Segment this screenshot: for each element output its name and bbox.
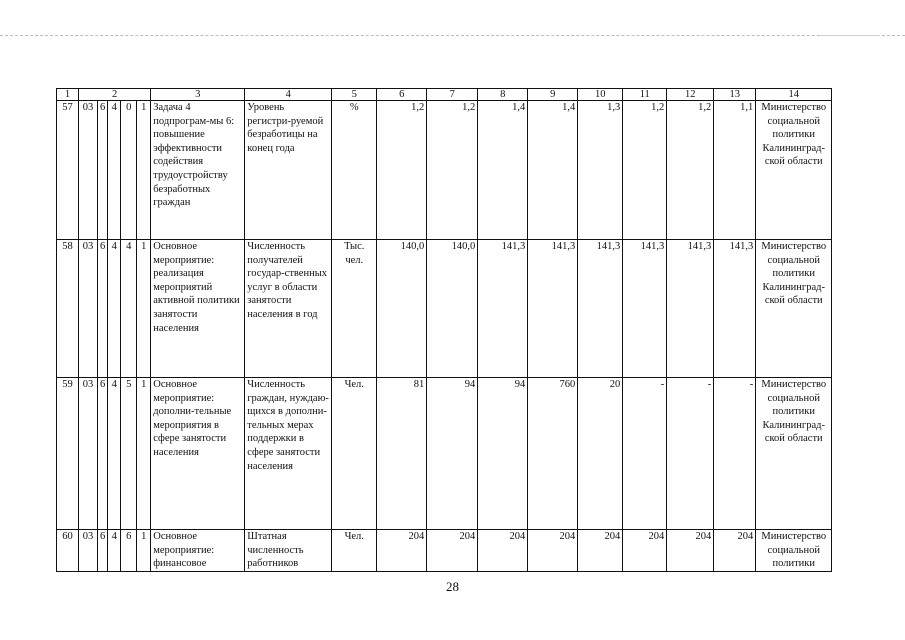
value-cell: 20 [578,378,623,530]
code-cell: 1 [137,101,151,240]
value-cell: 204 [714,530,756,572]
code-cell: 4 [108,530,121,572]
code-cell: 1 [137,378,151,530]
value-cell: - [667,378,714,530]
code-cell: 1 [137,530,151,572]
task-cell: Задача 4 подпрограм-мы 6: повышение эффективности содействия трудоустройству безработных граждан [151,101,245,240]
value-cell: 94 [427,378,478,530]
indicator-cell: Численность граждан, нуждаю-щихся в дополни-тельных мерах поддержки в сфере занятости населения [245,378,332,530]
code-cell: 6 [98,378,108,530]
value-cell: - [623,378,667,530]
indicator-cell: Штатная численность работников [245,530,332,572]
unit-cell: Тыс. чел. [332,240,377,378]
task-cell: Основное мероприятие: дополни-тельные мероприятия в сфере занятости населения [151,378,245,530]
header-row [57,89,832,101]
value-cell: 140,0 [377,240,427,378]
row-number: 58 [57,240,79,378]
header-cell: 4 [245,89,332,101]
code-cell: 4 [108,378,121,530]
value-cell: 140,0 [427,240,478,378]
indicator-cell: Уровень регистри-руемой безработицы на конец года [245,101,332,240]
code-cell: 03 [79,240,98,378]
code-cell: 1 [137,240,151,378]
value-cell: 1,1 [714,101,756,240]
unit-cell: % [332,101,377,240]
unit-cell: Чел. [332,530,377,572]
value-cell: 204 [667,530,714,572]
value-cell: 141,3 [528,240,578,378]
code-cell: 6 [98,530,108,572]
value-cell: 204 [427,530,478,572]
value-cell: 204 [377,530,427,572]
row-number: 60 [57,530,79,572]
header-cell: 6 [377,89,427,101]
code-cell: 03 [79,530,98,572]
code-cell: 6 [98,240,108,378]
header-cell: 10 [578,89,623,101]
row-number: 59 [57,378,79,530]
value-cell: 1,3 [578,101,623,240]
value-cell: 204 [528,530,578,572]
header-cell: 7 [427,89,478,101]
header-cell: 13 [714,89,756,101]
scan-artifact-line [0,35,905,36]
table-row [57,240,832,378]
ministry-cell: Министерство социальной политики [756,530,832,572]
ministry-cell: Министерство социальной политики Калининград-ской области [756,240,832,378]
header-cell: 9 [528,89,578,101]
code-cell: 6 [98,101,108,240]
header-cell: 3 [151,89,245,101]
table-row [57,530,832,572]
value-cell: 204 [623,530,667,572]
code-cell: 0 [121,101,137,240]
value-cell: - [714,378,756,530]
value-cell: 1,4 [478,101,528,240]
code-cell: 4 [108,240,121,378]
unit-cell: Чел. [332,378,377,530]
header-cell: 5 [332,89,377,101]
header-cell: 2 [79,89,151,101]
table-row [57,378,832,530]
task-cell: Основное мероприятие: финансовое [151,530,245,572]
code-cell: 4 [108,101,121,240]
task-cell: Основное мероприятие: реализация мероприятий активной политики занятости населения [151,240,245,378]
value-cell: 760 [528,378,578,530]
value-cell: 141,3 [578,240,623,378]
value-cell: 141,3 [478,240,528,378]
header-cell: 11 [623,89,667,101]
value-cell: 1,2 [667,101,714,240]
code-cell: 5 [121,378,137,530]
value-cell: 1,2 [623,101,667,240]
code-cell: 03 [79,378,98,530]
code-cell: 4 [121,240,137,378]
value-cell: 141,3 [623,240,667,378]
ministry-cell: Министерство социальной политики Калининград-ской области [756,378,832,530]
value-cell: 1,2 [427,101,478,240]
value-cell: 204 [478,530,528,572]
header-cell: 8 [478,89,528,101]
value-cell: 204 [578,530,623,572]
value-cell: 1,2 [377,101,427,240]
value-cell: 81 [377,378,427,530]
value-cell: 141,3 [714,240,756,378]
row-number: 57 [57,101,79,240]
value-cell: 141,3 [667,240,714,378]
code-cell: 03 [79,101,98,240]
indicator-cell: Численность получателей государ-ственных услуг в области занятости населения в год [245,240,332,378]
code-cell: 6 [121,530,137,572]
ministry-cell: Министерство социальной политики Калининград-ской области [756,101,832,240]
page-number: 28 [446,579,459,594]
scan-artifact-line [820,35,880,36]
header-cell: 14 [756,89,832,101]
indicators-table [56,88,832,572]
value-cell: 1,4 [528,101,578,240]
header-cell: 12 [667,89,714,101]
header-cell: 1 [57,89,79,101]
value-cell: 94 [478,378,528,530]
table-row [57,101,832,240]
